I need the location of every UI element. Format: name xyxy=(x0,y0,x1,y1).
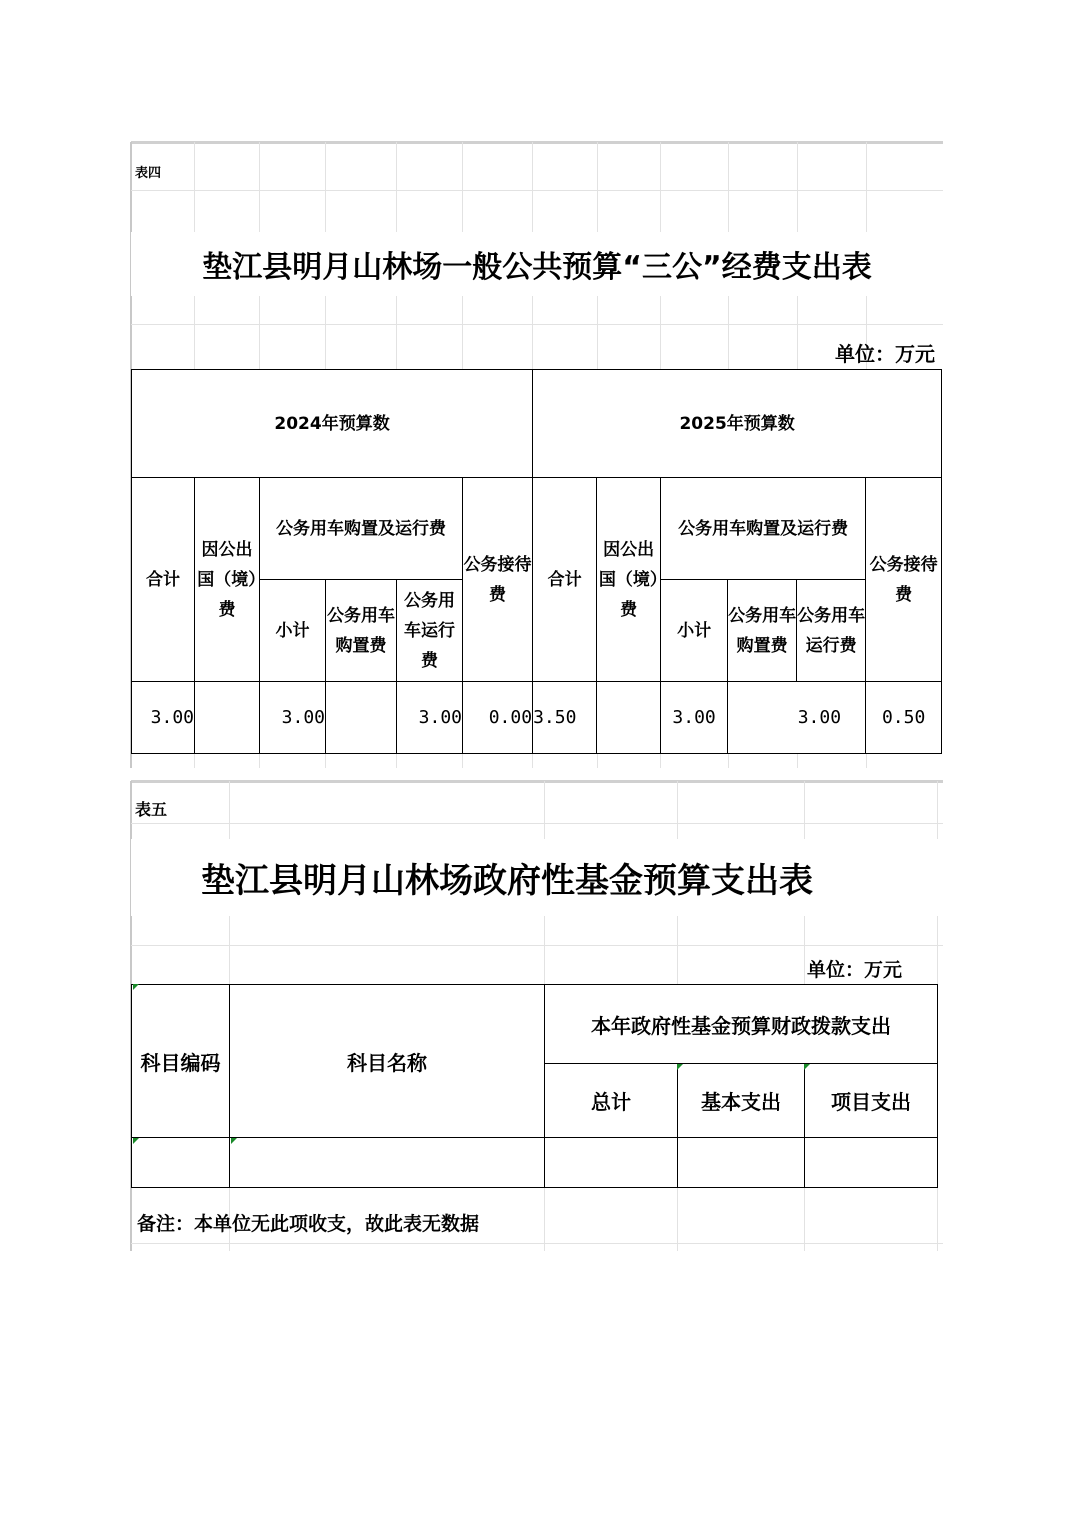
gridline xyxy=(131,324,943,325)
unit-label: 单位：万元 xyxy=(807,959,903,981)
vehicle-header: 公务用车购置及运行费 xyxy=(661,478,866,580)
table-tag: 表五 xyxy=(135,800,168,819)
subtotal-header: 小计 xyxy=(260,580,326,682)
abroad-header: 因公出国（境）费 xyxy=(597,478,661,682)
table-cell xyxy=(545,1138,678,1188)
gridline xyxy=(131,945,943,946)
sheet-top-edge xyxy=(131,780,943,783)
basic-header: 基本支出 xyxy=(678,1064,805,1138)
cell-2025-reception: 0.50 xyxy=(866,682,942,754)
cell-2024-abroad xyxy=(195,682,260,754)
purchase-header: 公务用车购置费 xyxy=(326,580,397,682)
cell-marker-icon xyxy=(133,1138,139,1144)
cell-2024-reception: 0.00 xyxy=(463,682,533,754)
cell-2025-operation: 3.00 xyxy=(728,682,866,754)
page-title: 垫江县明月山林场政府性基金预算支出表 xyxy=(131,839,943,916)
total-header: 合计 xyxy=(533,478,597,682)
purchase-header: 公务用车购置费 xyxy=(728,580,797,682)
cell-2025-subtotal: 3.00 xyxy=(661,682,728,754)
name-header: 科目名称 xyxy=(230,985,545,1138)
unit-label: 单位：万元 xyxy=(835,342,935,366)
table-cell xyxy=(132,1138,230,1188)
total-header: 总计 xyxy=(545,1064,678,1138)
gridline xyxy=(131,823,943,824)
cell-2025-total: 3.50 xyxy=(533,682,597,754)
sheet-top-edge xyxy=(131,141,943,144)
group-header: 本年政府性基金预算财政拨款支出 xyxy=(545,985,938,1064)
year-2024-header: 2024年预算数 xyxy=(132,370,533,478)
reception-header: 公务接待费 xyxy=(866,478,942,682)
reception-header: 公务接待费 xyxy=(463,478,533,682)
cell-2024-total: 3.00 xyxy=(132,682,195,754)
gridline xyxy=(131,1243,943,1244)
fund-budget-table xyxy=(131,984,938,1188)
sheet-table-five xyxy=(131,781,943,1251)
cell-2025-abroad xyxy=(597,682,661,754)
table-cell xyxy=(805,1138,938,1188)
cell-2024-purchase xyxy=(326,682,397,754)
sheet-table-four xyxy=(131,142,943,768)
remark-note: 备注：本单位无此项收支，故此表无数据 xyxy=(137,1213,480,1235)
cell-marker-icon xyxy=(804,1064,810,1070)
operation-header: 公务用车运行费 xyxy=(397,580,463,682)
table-cell xyxy=(230,1138,545,1188)
cell-marker-icon xyxy=(231,1138,237,1144)
operation-header: 公务用车运行费 xyxy=(797,580,866,682)
gridline xyxy=(131,190,943,191)
cell-marker-icon xyxy=(677,1064,683,1070)
year-2025-header: 2025年预算数 xyxy=(533,370,942,478)
code-header: 科目编码 xyxy=(132,985,230,1138)
page-title: 垫江县明月山林场一般公共预算“三公”经费支出表 xyxy=(131,232,943,296)
total-header: 合计 xyxy=(132,478,195,682)
vehicle-header: 公务用车购置及运行费 xyxy=(260,478,463,580)
abroad-header: 因公出国（境）费 xyxy=(195,478,260,682)
cell-marker-icon xyxy=(133,984,139,990)
project-header: 项目支出 xyxy=(805,1064,938,1138)
subtotal-header: 小计 xyxy=(661,580,728,682)
table-cell xyxy=(678,1138,805,1188)
cell-2024-operation: 3.00 xyxy=(397,682,463,754)
three-expenses-table xyxy=(131,369,942,754)
cell-2024-subtotal: 3.00 xyxy=(260,682,326,754)
table-tag: 表四 xyxy=(135,166,162,181)
